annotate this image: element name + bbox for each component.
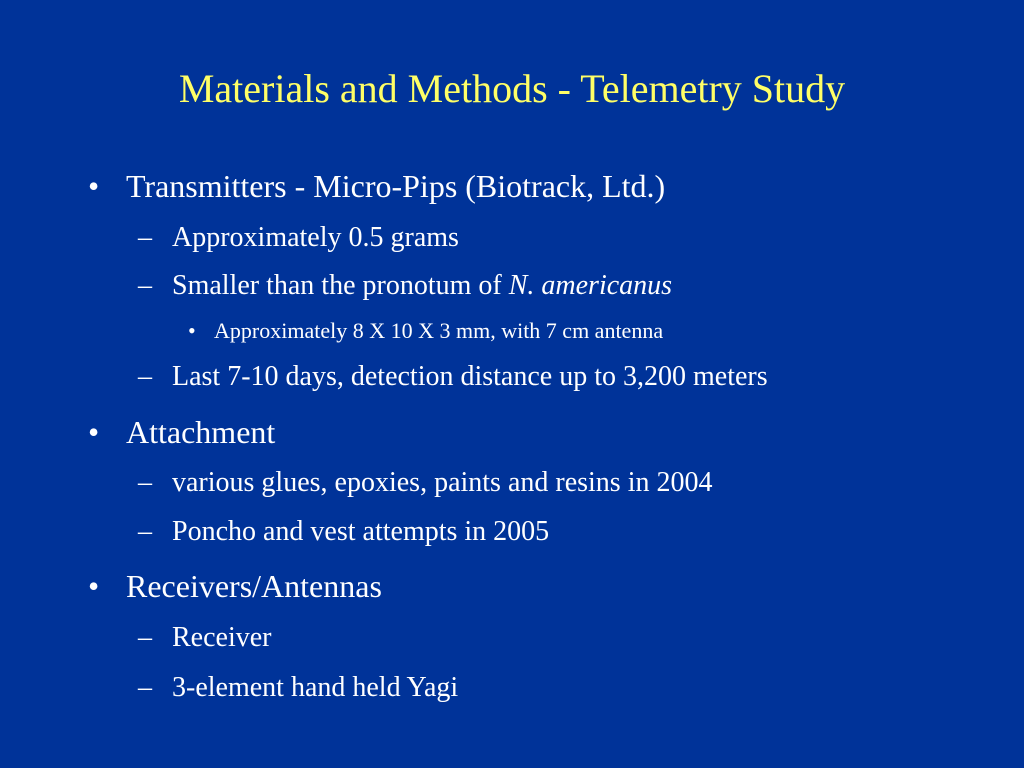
dash-marker: –: [138, 622, 152, 653]
dash-marker: –: [138, 467, 152, 498]
subitem-text-prefix: Smaller than the pronotum of: [172, 270, 509, 301]
subsubitem-text: Approximately 8 X 10 X 3 mm, with 7 cm antenna: [214, 318, 664, 343]
subitem-text: Approximately 0.5 grams: [172, 222, 459, 253]
bullet-text: Transmitters - Micro-Pips (Biotrack, Ltd.): [126, 168, 666, 204]
dash-marker: –: [138, 361, 152, 392]
subitem-text: various glues, epoxies, paints and resins in 2004: [172, 467, 713, 498]
subitem-text: Last 7-10 days, detection distance up to 3,200 meters: [172, 361, 768, 392]
species-name: N. americanus: [508, 270, 673, 301]
dash-marker: –: [138, 672, 152, 703]
bullet-marker: •: [88, 168, 100, 204]
subitem-text: 3-element hand held Yagi: [172, 672, 459, 703]
dash-marker: –: [138, 270, 152, 301]
dash-marker: –: [138, 222, 152, 253]
bullet-text: Attachment: [126, 414, 276, 450]
subitem-text: [172, 269, 672, 303]
bullet-marker: •: [88, 414, 100, 450]
bullet-text: Receivers/Antennas: [126, 568, 382, 604]
subitem-text: Receiver: [172, 622, 272, 653]
bullet-marker: •: [188, 318, 196, 343]
dash-marker: –: [138, 516, 152, 547]
subitem-text: Poncho and vest attempts in 2005: [172, 516, 550, 547]
bullet-marker: •: [88, 568, 100, 604]
slide-title: Materials and Methods - Telemetry Study: [178, 66, 846, 111]
